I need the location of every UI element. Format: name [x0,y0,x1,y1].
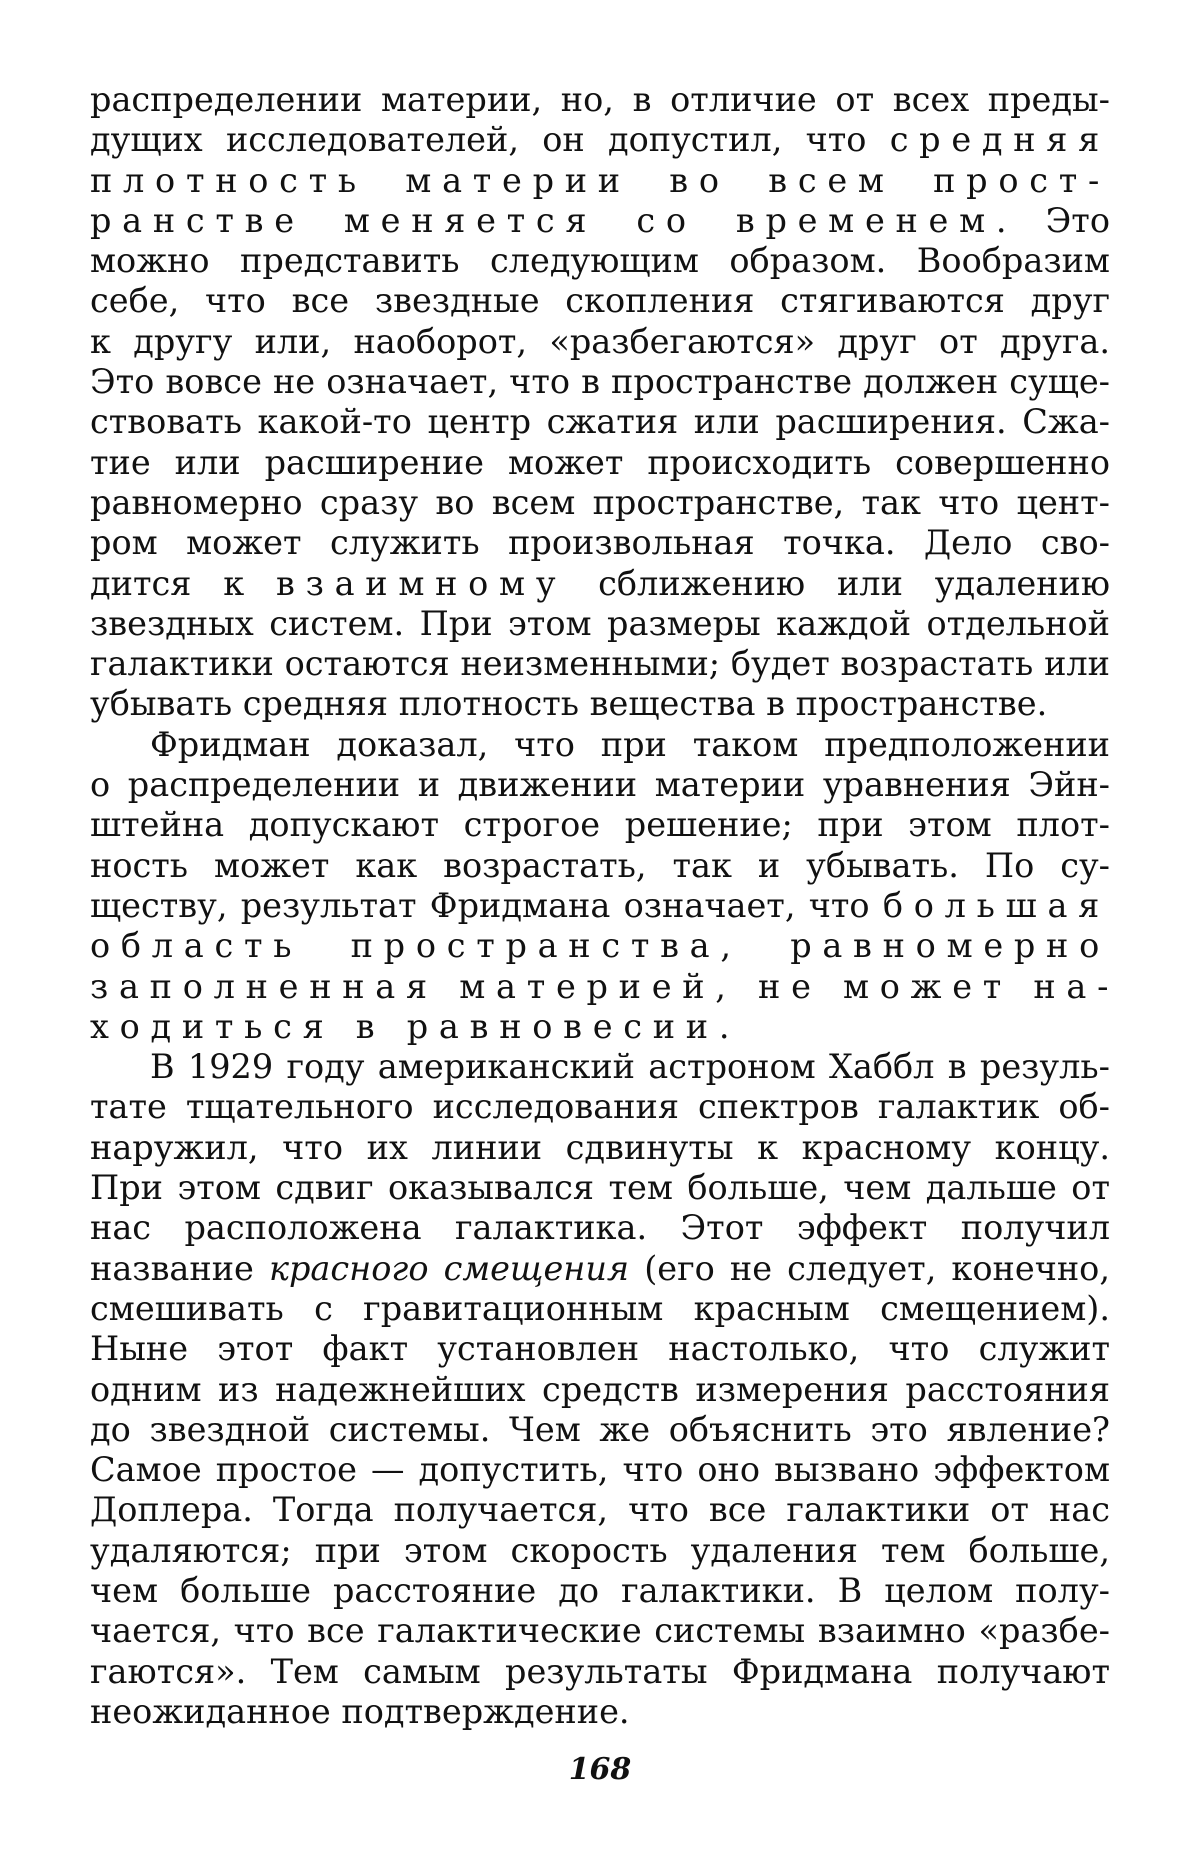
text-line [90,161,1110,201]
text-line [90,966,1120,1007]
text-line [90,483,1110,523]
text-run: Это [1017,200,1110,240]
text-line [90,1490,1110,1530]
text-run: Фридман доказал, что при таком предположении [150,724,1110,764]
text-line [90,886,1110,926]
text-run: одним из надежнейших средств измерения расстояния [90,1369,1110,1409]
text-line [90,1087,1110,1127]
text-line [90,443,1110,483]
page-number: 168 [568,1752,632,1787]
text-line [90,1047,1110,1087]
text-line [90,1692,1110,1732]
text-line [90,120,1110,160]
text-run: о распределении и движении материи уравнения Эйн- [90,765,1110,805]
text-run: тате тщательного исследования спектров галактик об- [90,1087,1110,1127]
spaced-emphasis: плотность материи во всем прост- [90,160,1110,200]
paragraph-2 [90,724,1120,1047]
text-run: Доплера. Тогда получается, что все галактики от нас [90,1490,1110,1530]
text-run: удаляются; при этом скорость удаления тем больше, [90,1530,1110,1570]
text-run: смешивать с гравитационным красным смещением). [90,1288,1110,1328]
text-run: нас расположена галактика. Этот эффект получил [90,1208,1110,1248]
text-line [90,1652,1110,1692]
text-line [90,1208,1110,1248]
text-run: ность может как возрастать, так и убывать. По су- [90,845,1110,885]
italic-term: красного смещения [268,1248,630,1288]
text-line [90,1370,1110,1410]
text-run: Это вовсе не означает, что в пространстве должен суще- [90,362,1110,402]
text-run: ром может служить произвольная точка. Дело сво- [90,523,1110,563]
text-run: убывать средняя плотность вещества в пространстве. [90,684,1048,724]
text-run: неожиданное подтверждение. [90,1691,630,1731]
text-line [90,1128,1110,1168]
text-run: звездных систем. При этом размеры каждой отдельной [90,603,1110,643]
text-line [90,523,1110,563]
text-run: наружил, что их линии сдвинуты к красному концу. [90,1127,1110,1167]
text-run: к другу или, наоборот, «разбегаются» друг от друга. [90,321,1110,361]
text-run: дится к [90,563,277,603]
spaced-emphasis: взаимному [276,563,567,603]
text-run: В 1929 году американский астроном Хаббл в резуль- [150,1047,1110,1087]
spaced-emphasis: большая [882,885,1110,925]
text-run: Самое простое — допустить, что оно вызвано эффектом [90,1450,1110,1490]
text-line [90,765,1110,805]
text-run: дущих исследователей, он допустил, что [90,120,890,160]
paragraph-3 [90,1047,1110,1732]
text-run: ществу, результат Фридмана означает, что [90,885,883,925]
text-line [90,1571,1110,1611]
text-line [90,1410,1110,1450]
text-run: гаются». Тем самым результаты Фридмана получают [90,1651,1110,1691]
text-line [90,281,1110,321]
text-run: чем больше расстояние до галактики. В целом полу- [90,1570,1110,1610]
text-line [90,604,1110,644]
text-run: Ныне этот факт установлен настолько, что служит [90,1329,1110,1369]
text-run: можно представить следующим образом. Вообразим [90,241,1110,281]
text-line [90,1450,1110,1490]
text-line [90,201,1110,241]
text-line [90,80,1110,120]
paragraph-1 [90,80,1110,725]
text-run: штейна допускают строгое решение; при этом плот- [90,805,1110,845]
text-line [90,402,1110,442]
spaced-emphasis: область пространства, равномерно [90,926,1110,966]
text-run: распределении материи, но, в отличие от всех преды- [90,80,1110,119]
text-line [90,1531,1110,1571]
text-run: сближению или удалению [566,563,1110,603]
text-run: (его не следует, конечно, [629,1248,1110,1288]
text-run: чается, что все галактические системы взаимно «разбе- [90,1611,1110,1651]
text-line [90,1249,1110,1289]
page-text [90,80,1120,1732]
text-run: до звездной системы. Чем же объяснить это явление? [90,1409,1110,1449]
text-line [90,241,1110,281]
text-line [90,322,1110,362]
text-line [90,1289,1110,1329]
text-line [90,725,1110,765]
spaced-emphasis: ходиться в равновесии. [90,1006,741,1046]
text-run: равномерно сразу во всем пространстве, так что цент- [90,482,1110,522]
text-line [90,684,1110,724]
text-line [90,362,1110,402]
text-line [90,1168,1110,1208]
spaced-emphasis: заполненная материей, не может на- [90,966,1120,1006]
text-run: себе, что все звездные скопления стягиваются друг [90,281,1110,321]
text-line [90,1611,1110,1651]
spaced-emphasis: средняя [889,120,1110,160]
text-line [90,1329,1110,1369]
text-line [90,926,1110,966]
text-run: галактики остаются неизменными; будет возрастать или [90,644,1110,684]
text-line [90,846,1110,886]
text-run: название [90,1248,269,1288]
text-run: тие или расширение может происходить совершенно [90,442,1110,482]
text-line [90,805,1110,845]
spaced-emphasis: ранстве меняется со временем. [90,200,1018,240]
text-run: При этом сдвиг оказывался тем больше, чем дальше от [90,1168,1110,1208]
text-line [90,644,1110,684]
text-run: ствовать какой-то центр сжатия или расширения. Сжа- [90,402,1110,442]
text-line [90,1007,1110,1047]
text-line [90,564,1110,604]
